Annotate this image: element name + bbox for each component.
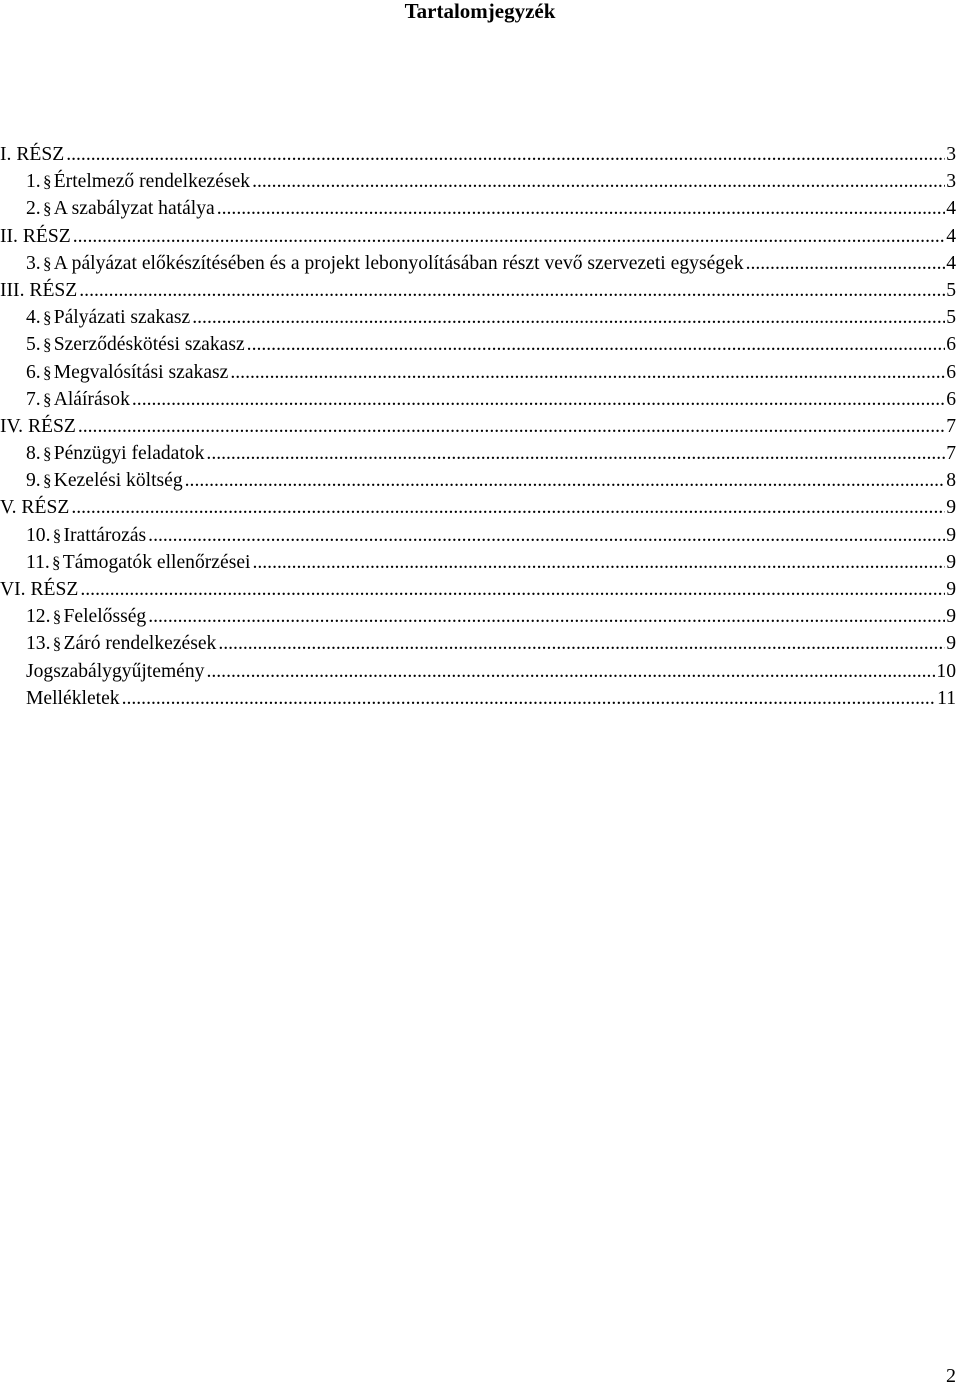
page-title: Tartalomjegyzék — [404, 0, 556, 23]
dot-leader — [66, 141, 945, 168]
toc-entry-page: 4 — [946, 225, 956, 247]
toc-entry-label: Záró rendelkezések — [63, 633, 217, 655]
toc-entry-label: IV. RÉSZ — [0, 415, 76, 437]
toc-entry-section-7[interactable] — [0, 386, 956, 413]
toc-entry-page: 9 — [946, 497, 956, 519]
section-sign-icon: § — [42, 253, 52, 273]
section-sign-icon: § — [52, 634, 62, 654]
toc-entry-number: 4. — [26, 307, 41, 329]
toc-entry-page: 7 — [946, 443, 956, 465]
toc-entry-label: I. RÉSZ — [0, 144, 65, 165]
toc-entry-label: Felelősség — [63, 606, 147, 628]
dot-leader — [192, 304, 945, 331]
toc-entry-number: 10. — [26, 524, 51, 546]
toc-entry-part-6[interactable] — [0, 576, 956, 603]
dot-leader — [218, 630, 945, 657]
toc-entry-label: Támogatók ellenőrzései — [62, 551, 251, 573]
toc-entry-number: 1. — [26, 171, 41, 193]
toc-entry-section-4[interactable] — [0, 304, 956, 331]
toc-entry-page: 9 — [946, 633, 956, 655]
toc-entry-section-10[interactable] — [0, 522, 956, 549]
toc-entry-number: 11. — [26, 551, 50, 573]
toc-entry-page: 9 — [946, 524, 956, 546]
toc-entry-page: 4 — [946, 252, 956, 274]
toc-entry-label: Mellékletek — [26, 687, 120, 709]
toc-entry-section-13[interactable] — [0, 630, 956, 657]
dot-leader — [206, 658, 935, 685]
toc-entry-page: 11 — [937, 687, 956, 709]
toc-entry-label: Irattározás — [63, 524, 147, 546]
toc-entry-page: 5 — [946, 307, 956, 329]
toc-entry-section-2[interactable] — [0, 195, 956, 222]
section-sign-icon: § — [42, 308, 52, 328]
toc-entry-label: Értelmező rendelkezések — [53, 171, 251, 193]
toc-entry-label: Jogszabálygyűjtemény — [26, 660, 205, 682]
section-sign-icon: § — [42, 199, 52, 219]
toc-entry-section-9[interactable] — [0, 467, 956, 494]
dot-leader — [79, 277, 945, 304]
table-of-contents — [0, 141, 956, 712]
toc-entry-page: 10 — [936, 660, 956, 682]
section-sign-icon: § — [42, 444, 52, 464]
toc-entry-label: Aláírások — [53, 388, 130, 410]
section-sign-icon: § — [52, 525, 62, 545]
dot-leader — [148, 603, 945, 630]
toc-entry-number: 6. — [26, 361, 41, 383]
toc-entry-section-1[interactable] — [0, 168, 956, 195]
toc-entry-page: 8 — [946, 470, 956, 492]
toc-entry-page: 5 — [946, 279, 956, 301]
toc-entry-part-3[interactable] — [0, 277, 956, 304]
toc-entry-section-11[interactable] — [0, 549, 956, 576]
section-sign-icon: § — [42, 471, 52, 491]
dot-leader — [746, 250, 946, 277]
dot-leader — [217, 195, 945, 222]
toc-entry-part-5[interactable] — [0, 494, 956, 521]
toc-entry-number: 9. — [26, 470, 41, 492]
toc-entry-number: 3. — [26, 252, 41, 274]
toc-entry-part-2[interactable] — [0, 223, 956, 250]
dot-leader — [230, 359, 945, 386]
toc-entry-page: 9 — [946, 606, 956, 628]
dot-leader — [185, 467, 946, 494]
dot-leader — [148, 522, 945, 549]
toc-entry-page: 3 — [946, 171, 956, 193]
toc-entry-number: 2. — [26, 198, 41, 220]
toc-entry-section-12[interactable] — [0, 603, 956, 630]
toc-entry-number: 5. — [26, 334, 41, 356]
dot-leader — [252, 168, 945, 195]
toc-entry-number: 7. — [26, 388, 41, 410]
section-sign-icon: § — [42, 172, 52, 192]
dot-leader — [206, 440, 945, 467]
toc-entry-label: Szerződéskötési szakasz — [53, 334, 245, 356]
page-number: 2 — [946, 1365, 956, 1387]
toc-entry-label: Pénzügyi feladatok — [53, 443, 205, 465]
toc-entry-page: 7 — [946, 415, 956, 437]
toc-entry-label: A szabályzat hatálya — [53, 198, 215, 220]
section-sign-icon: § — [52, 607, 62, 627]
toc-entry-page: 6 — [946, 388, 956, 410]
toc-entry-number: 13. — [26, 633, 51, 655]
toc-entry-label: Kezelési költség — [53, 470, 183, 492]
toc-entry-page: 9 — [946, 551, 956, 573]
section-sign-icon: § — [52, 552, 61, 572]
toc-entry-section-5[interactable] — [0, 331, 956, 358]
toc-entry-label: V. RÉSZ — [0, 497, 70, 519]
toc-entry-legislation[interactable] — [0, 658, 956, 685]
dot-leader — [247, 331, 946, 358]
dot-leader — [132, 386, 945, 413]
section-sign-icon: § — [42, 362, 52, 382]
toc-entry-section-8[interactable] — [0, 440, 956, 467]
dot-leader — [80, 576, 945, 603]
toc-entry-section-3[interactable] — [0, 250, 956, 277]
toc-entry-number: 12. — [26, 606, 51, 628]
toc-entry-part-4[interactable] — [0, 413, 956, 440]
toc-entry-page: 6 — [946, 334, 956, 356]
toc-entry-label: III. RÉSZ — [0, 279, 78, 301]
dot-leader — [78, 413, 945, 440]
toc-entry-label: VI. RÉSZ — [0, 579, 79, 600]
toc-entry-part-1[interactable] — [0, 141, 956, 168]
toc-entry-label: A pályázat előkészítésében és a projekt lebonyolításában részt vevő szervezeti egységek — [53, 252, 744, 274]
toc-entry-page: 3 — [946, 144, 956, 165]
dot-leader — [73, 223, 945, 250]
section-sign-icon: § — [42, 335, 52, 355]
toc-entry-label: Megvalósítási szakasz — [53, 361, 229, 383]
toc-entry-page: 9 — [946, 579, 956, 600]
section-sign-icon: § — [42, 389, 52, 409]
toc-entry-page: 6 — [946, 361, 956, 383]
dot-leader — [122, 685, 937, 712]
toc-entry-label: Pályázati szakasz — [53, 307, 191, 329]
toc-entry-section-6[interactable] — [0, 359, 956, 386]
dot-leader — [252, 549, 945, 576]
toc-entry-page: 4 — [946, 198, 956, 220]
toc-entry-number: 8. — [26, 443, 41, 465]
toc-entry-label: II. RÉSZ — [0, 225, 71, 247]
dot-leader — [71, 494, 945, 521]
toc-entry-appendices[interactable] — [0, 685, 956, 712]
